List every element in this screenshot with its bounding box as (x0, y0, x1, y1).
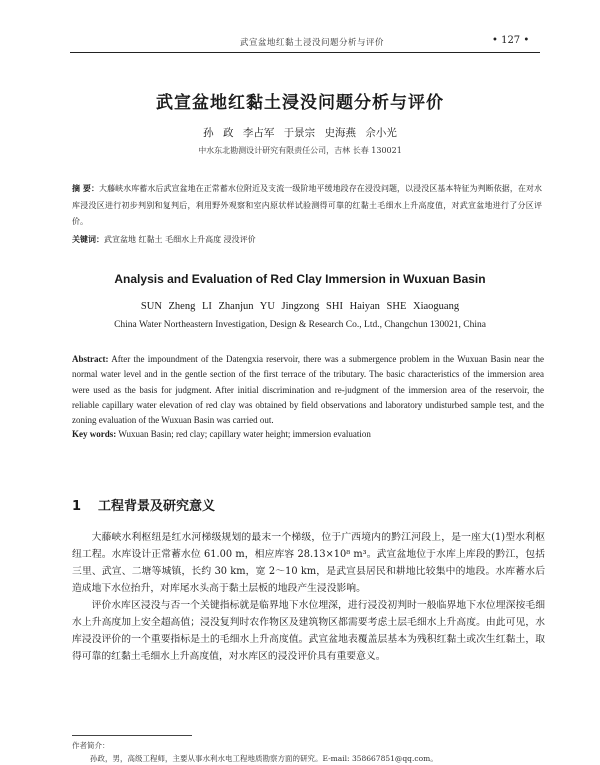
body-text (72, 529, 545, 665)
section-title: 工程背景及研究意义 (98, 499, 216, 514)
footnote-label: 作者简介： (72, 741, 110, 750)
article-title-en: Analysis and Evaluation of Red Clay Immersion in Wuxuan Basin (114, 272, 486, 286)
footnote-rule (72, 735, 192, 736)
section-heading (72, 495, 215, 514)
abstract-en (72, 352, 544, 428)
body-paragraph-1: 大藤峡水利枢纽是红水河梯级规划的最末一个梯级，位于广西境内的黔江河段上，是一座大(1)型水利枢纽工程。水库设计正常蓄水位 61.00 m，相应库容 28.13×10⁸ m³。武宣盆地位于水库上库段的黔江，包括三里、武宣、二塘等城镇，长约 30 km，宽 2～10 km，是武宣县居民和耕地比较集中的地段。水库蓄水后造成地下水位抬升，对库尾水头高于黏土层板的地段产生浸没影响。 (72, 532, 545, 594)
keywords-cn-text: 武宣盆地 红黏土 毛细水上升高度 浸没评价 (104, 235, 256, 244)
abstract-cn (72, 181, 542, 231)
section-number: 1 (72, 499, 82, 514)
abstract-en-label: Abstract: (72, 354, 109, 364)
keywords-en-label: Key words: (72, 429, 117, 439)
keywords-cn-label: 关键词： (72, 235, 104, 244)
authors-en: SUN Zheng LI Zhanjun YU Jingzong SHI Haiyan SHE Xiaoguang (140, 301, 460, 312)
running-header (0, 36, 600, 52)
body-paragraph-2: 评价水库区浸没与否一个关键指标就是临界地下水位埋深，进行浸没初判时一般临界地下水位埋深按毛细水上升高度加上安全超高值；浸没复判时农作物区及建筑物区都需要考虑土层毛细水上升高度。由此可见，水库浸没评价的一个重要指标是土的毛细水上升高度值。武宣盆地表覆盖层基本为残积红黏土或次生红黏土，取得可靠的红黏土毛细水上升高度值，对水库区的浸没评价具有重要意义。 (72, 600, 545, 662)
abstract-cn-text: 大藤峡水库蓄水后武宣盆地在正常蓄水位附近及支流一级阶地平缓地段存在浸没问题，以浸没区基本特征为判断依据，在对水库浸没区进行初步判别和复判后，利用野外观察和室内原状样试验测得可靠的红黏土毛细水上升高度值，对武宣盆地进行了分区评价。 (72, 184, 542, 226)
page-number: • 127 • (492, 35, 530, 46)
header-rule (70, 52, 540, 53)
authors-cn: 孙 政 李占军 于景宗 史海燕 佘小光 (203, 127, 397, 139)
abstract-en-text: After the impoundment of the Datengxia reservoir, there was a submergence problem in the Wuxuan Basin near the normal water level and in the gentle section of the first terrace of the tributary. The basic characteristics of the immersion area were used as the basis for judgment. After initial discrimination and re-judgment of the immersion area of the reservoir, the reliable capillary water elevation of red clay was obtained by field observations and laboratory undisturbed sample test, and the zoning evaluation of the Wuxuan Basin was carried out. (72, 354, 544, 426)
affiliation-en: China Water Northeastern Investigation, Design & Research Co., Ltd., Changchun 130021, China (114, 320, 486, 330)
keywords-en-text: Wuxuan Basin; red clay; capillary water height; immersion evaluation (116, 429, 371, 439)
footnote-text: 孙政，男，高级工程师，主要从事水利水电工程地质勘察方面的研究。E-mail: 358667851@qq.com。 (90, 754, 438, 763)
article-title-cn: 武宣盆地红黏土浸没问题分析与评价 (156, 93, 444, 113)
keywords-cn (72, 234, 542, 245)
abstract-cn-label: 摘 要： (72, 184, 100, 193)
affiliation-cn: 中水东北勘测设计研究有限责任公司，吉林 长春 130021 (198, 146, 402, 155)
keywords-en (72, 429, 544, 439)
running-title: 武宣盆地红黏土浸没问题分析与评价 (240, 38, 385, 48)
